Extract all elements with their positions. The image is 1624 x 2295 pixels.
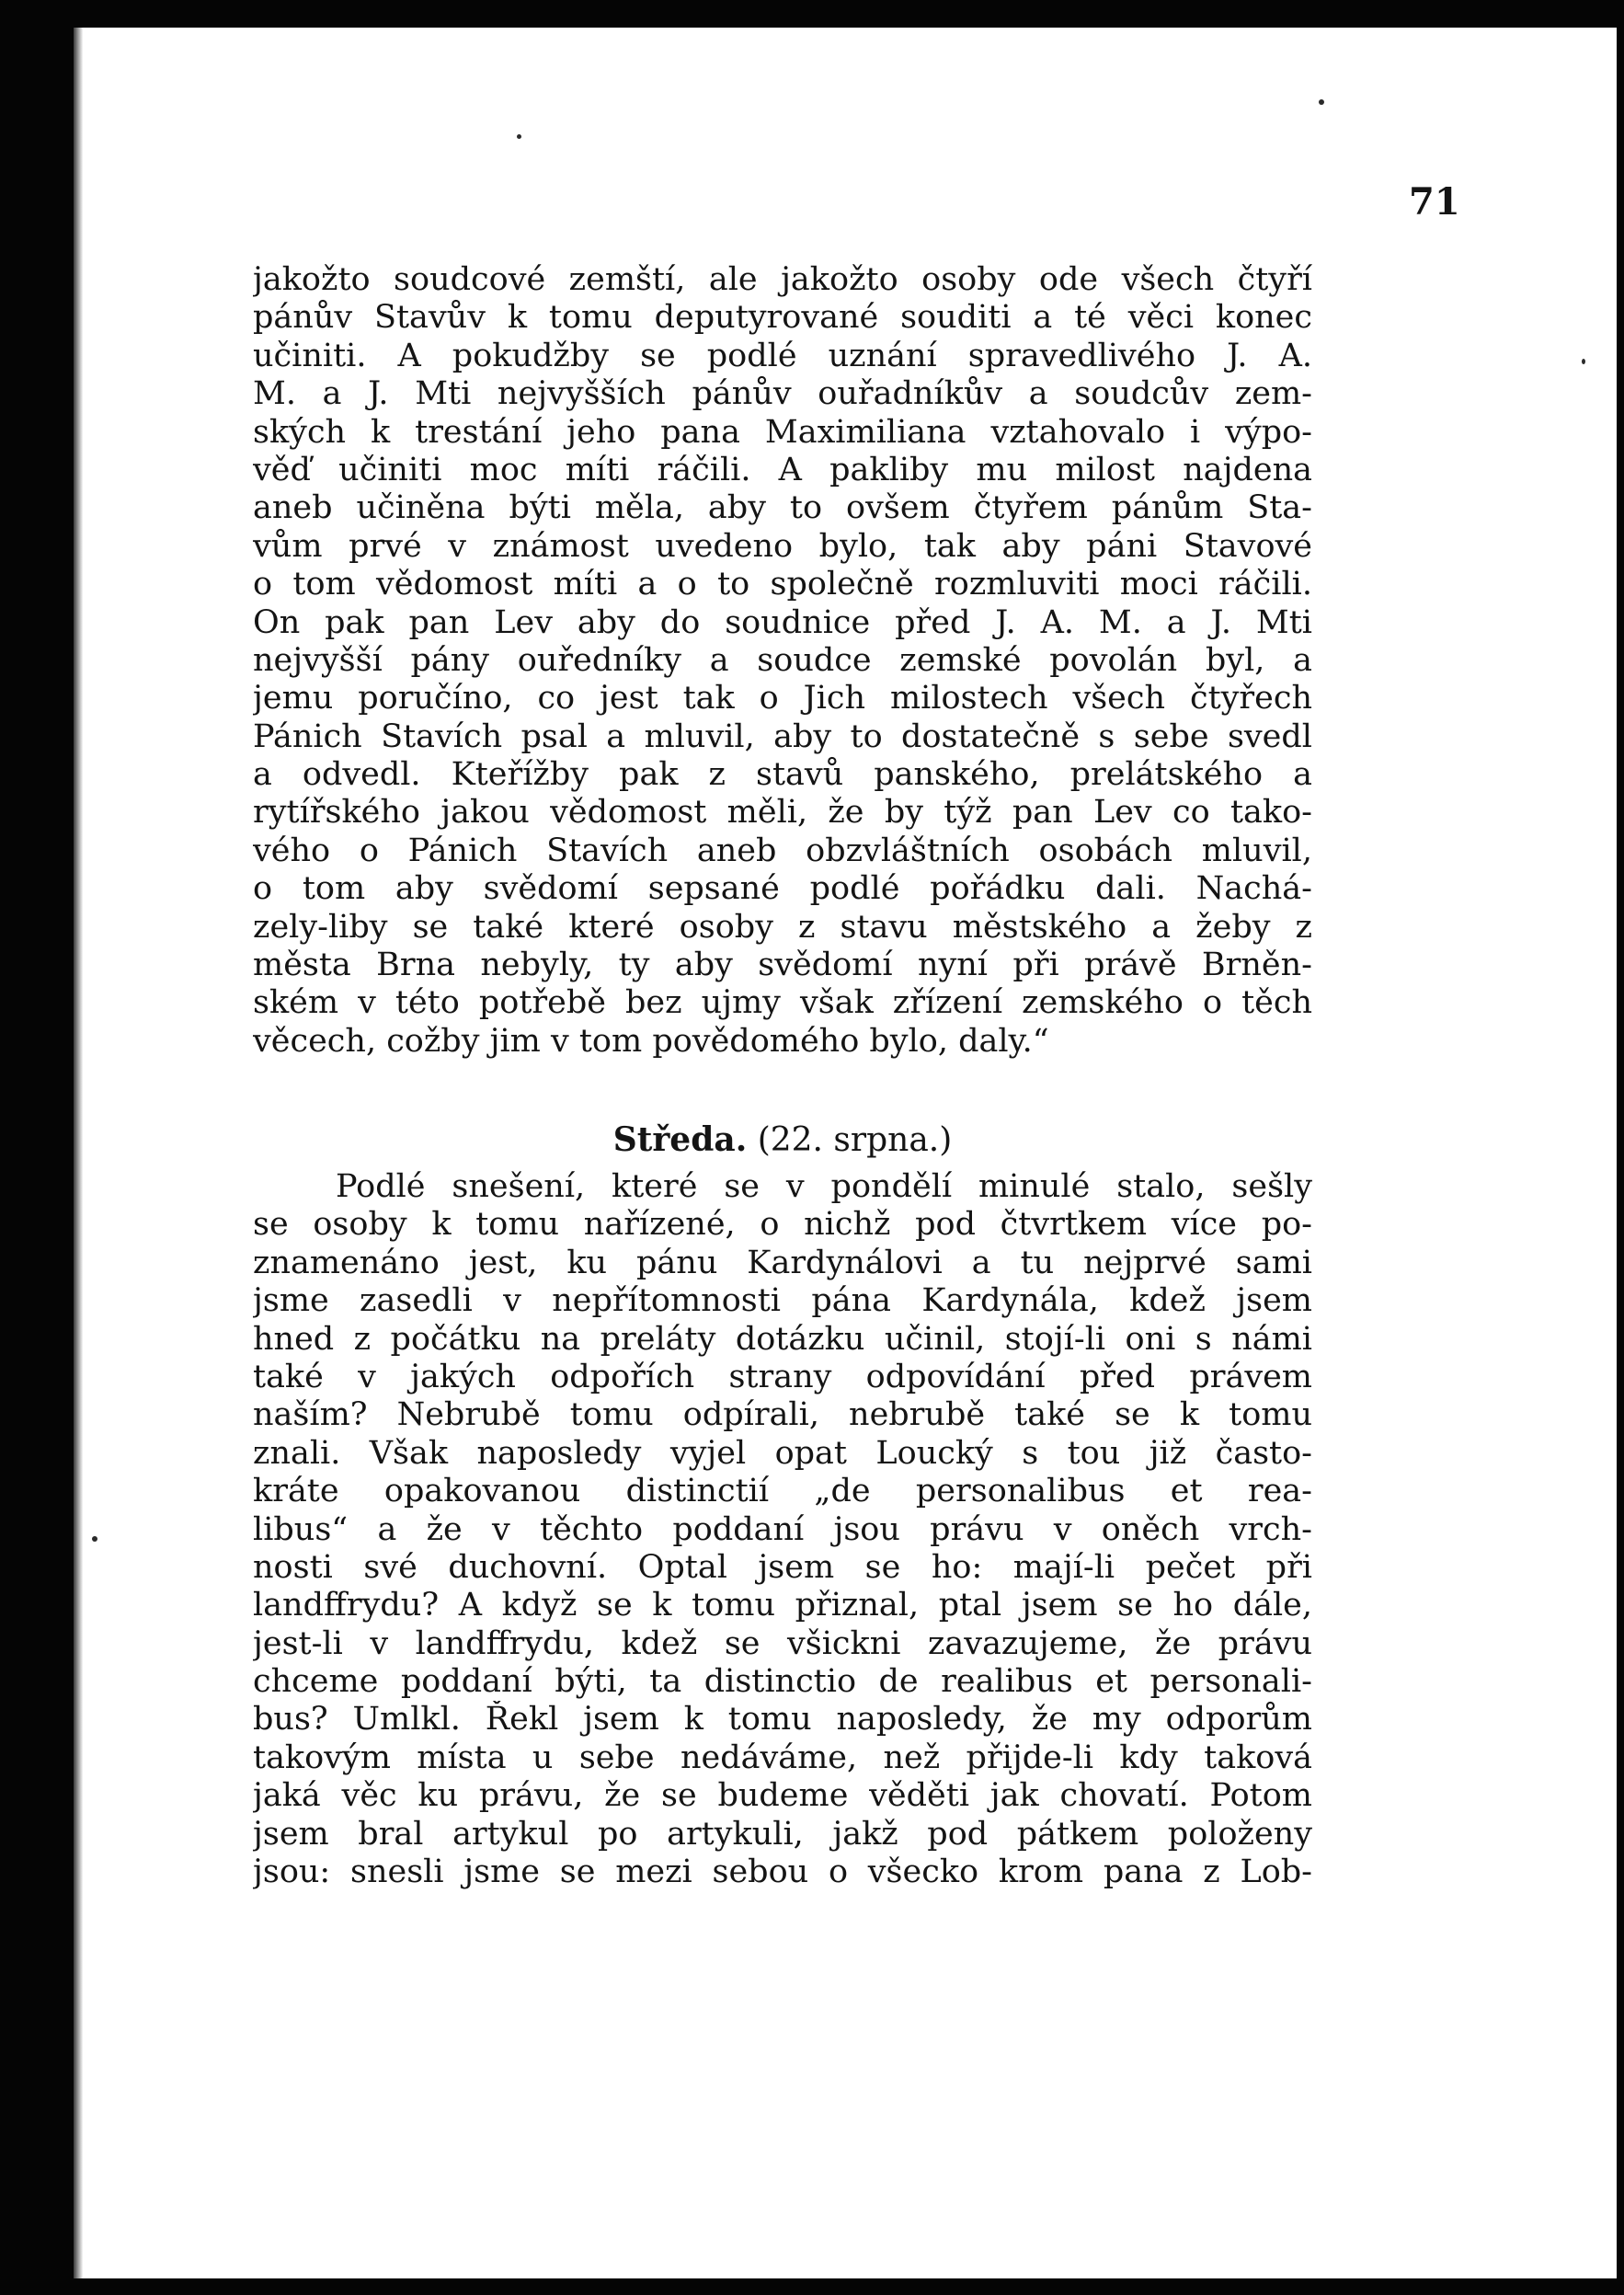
text-line: Podlé snešení, které se v pondělí minulé stalo, sešly	[336, 1168, 1312, 1205]
text-line: hned z počátku na preláty dotázku učinil, stojí-li oni s námi	[253, 1320, 1312, 1358]
text-line: učiniti. A pokudžby se podlé uznání spravedlivého J. A.	[253, 337, 1312, 374]
text-line: landffrydu? A když se k tomu přiznal, ptal jsem se ho dále,	[253, 1587, 1312, 1624]
text-line: vého o Pánich Stavích aneb obzvláštních osobách mluvil,	[253, 832, 1312, 869]
heading-date: (22. srpna.)	[757, 1121, 953, 1159]
scan-border-right	[1617, 0, 1624, 2295]
scan-border-left	[0, 0, 74, 2295]
text-line: jest-li v landffrydu, kdež se všickni zavazujeme, že právu	[253, 1624, 1312, 1662]
text-line: jemu poručíno, co jest tak o Jich milostech všech čtyřech	[253, 680, 1312, 717]
text-line: a odvedl. Kteřížby pak z stavů panského, prelátského a	[253, 756, 1312, 794]
text-line: ských k trestání jeho pana Maximiliana vztahovalo i výpo-	[253, 413, 1312, 451]
text-line: bus? Umlkl. Řekl jsem k tomu naposledy, že my odporům	[253, 1701, 1312, 1738]
section-heading	[253, 1117, 1312, 1164]
text-line: nejvyšší pány ouředníky a soudce zemské povolán byl, a	[253, 641, 1312, 679]
text-line: naším? Nebrubě tomu odpírali, nebrubě také se k tomu	[253, 1396, 1312, 1434]
text-line: znamenáno jest, ku pánu Kardynálovi a tu nejprvé sami	[253, 1244, 1312, 1281]
scan-speck	[1582, 359, 1585, 364]
text-line: zely-liby se také které osoby z stavu městského a žeby z	[253, 908, 1312, 946]
text-line: o tom vědomost míti a o to společně rozmluviti moci ráčili.	[253, 566, 1312, 603]
text-line: aneb učiněna býti měla, aby to ovšem čtyřem pánům Sta-	[253, 489, 1312, 527]
text-line: chceme poddaní býti, ta distinctio de realibus et personali-	[253, 1663, 1312, 1701]
text-line: jakožto soudcové zemští, ale jakožto osoby ode všech čtyří	[253, 261, 1312, 298]
text-line: takovým místa u sebe nedáváme, než přijde-li kdy taková	[253, 1738, 1312, 1776]
text-line: jaká věc ku právu, že se budeme věděti jak chovatí. Potom	[253, 1777, 1312, 1815]
text-line: M. a J. Mti nejvyšších pánův ouřadníkův a soudcův zem-	[253, 375, 1312, 413]
text-line: jsme zasedli v nepřítomnosti pána Kardynála, kdež jsem	[253, 1282, 1312, 1320]
main-paragraph	[253, 1168, 1312, 1891]
page-number: 71	[1409, 180, 1460, 224]
heading-day: Středa.	[612, 1120, 748, 1159]
text-line: pánův Stavův k tomu deputyrované souditi a té věci konec	[253, 299, 1312, 337]
scan-border-top	[0, 0, 1624, 28]
text-line: také v jakých odpořích strany odpovídání před právem	[253, 1358, 1312, 1395]
text-line: věď učiniti moc míti ráčili. A pakliby mu milost najdena	[253, 451, 1312, 488]
text-line: ském v této potřebě bez ujmy však zřízení zemského o těch	[253, 984, 1312, 1022]
scan-speck	[92, 1536, 97, 1542]
text-line: se osoby k tomu nařízené, o nichž pod čtvrtkem více po-	[253, 1206, 1312, 1244]
text-line: jsem bral artykul po artykuli, jakž pod pátkem položeny	[253, 1815, 1312, 1853]
scan-speck	[517, 134, 521, 139]
text-line: o tom aby svědomí sepsané podlé pořádku dali. Nachá-	[253, 870, 1312, 908]
text-line: Pánich Stavích psal a mluvil, aby to dostatečně s sebe svedl	[253, 717, 1312, 755]
text-line: města Brna nebyly, ty aby svědomí nyní při právě Brněn-	[253, 947, 1312, 984]
text-line: On pak pan Lev aby do soudnice před J. A. M. a J. Mti	[253, 603, 1312, 641]
text-line: rytířského jakou vědomost měli, že by týž pan Lev co tako-	[253, 794, 1312, 832]
scan-page-edge	[74, 28, 83, 2278]
scan-border-bottom	[0, 2278, 1624, 2295]
text-line: jsou: snesli jsme se mezi sebou o všecko krom pana z Lob-	[253, 1853, 1312, 1891]
text-line: vům prvé v známost uvedeno bylo, tak aby páni Stavové	[253, 527, 1312, 565]
continued-paragraph	[253, 261, 1312, 1061]
text-line: libus“ a že v těchto poddaní jsou právu v oněch vrch-	[253, 1510, 1312, 1548]
scan-speck	[1319, 99, 1324, 105]
text-line: věcech, cožby jim v tom povědomého bylo, daly.“	[253, 1022, 1049, 1060]
text-line: nosti své duchovní. Optal jsem se ho: mají-li pečet při	[253, 1548, 1312, 1586]
text-line: znali. Však naposledy vyjel opat Loucký s tou již často-	[253, 1434, 1312, 1472]
text-line: kráte opakovanou distinctií „de personalibus et rea-	[253, 1473, 1312, 1510]
